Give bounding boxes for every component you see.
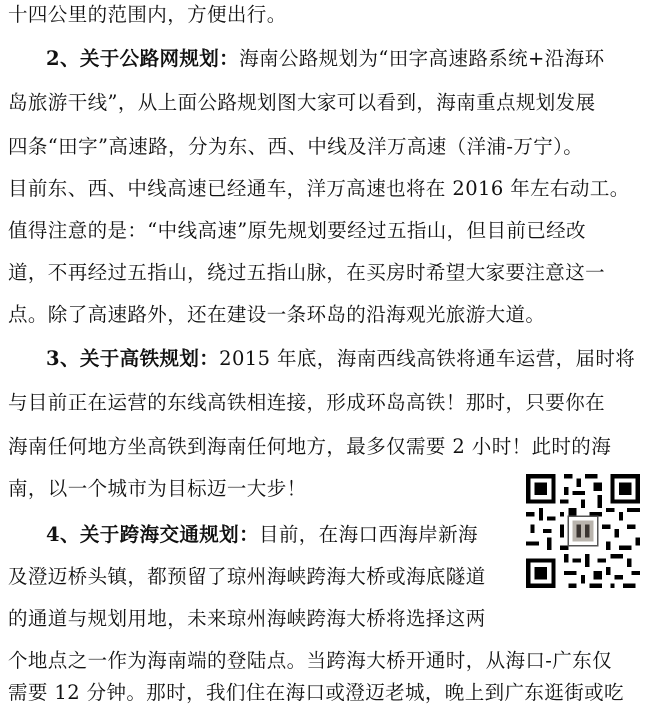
section-3-text: 2015 年底，海南西线高铁将通车运营，届时将 (219, 347, 636, 370)
section-2-heading: 2、关于公路网规划： (46, 47, 240, 70)
text-line: 个地点之一作为海南端的登陆点。当跨海大桥开通时，从海口-广东仅 (8, 649, 612, 672)
section-4-heading: 4、关于跨海交通规划： (46, 523, 259, 546)
text-line: 四条“田字”高速路，分为东、西、中线及洋万高速（洋浦-万宁）。 (8, 135, 584, 158)
section-4-text: 目前，在海口西海岸新海 (258, 523, 478, 546)
section-2-line (46, 46, 605, 72)
text-line: 需要 12 分钟。那时，我们住在海口或澄迈老城，晚上到广东逛街或吃 (8, 681, 624, 704)
qr-code-image (522, 470, 644, 592)
text-line: 点。除了高速路外，还在建设一条环岛的沿海观光旅游大道。 (8, 303, 546, 326)
text-line: 的通道与规划用地，未来琼州海峡跨海大桥将选择这两 (8, 607, 486, 630)
text-line: 岛旅游干线”，从上面公路规划图大家可以看到，海南重点规划发展 (8, 91, 596, 114)
text-line: 海南任何地方坐高铁到海南任何地方，最多仅需要 2 小时！此时的海 (8, 435, 612, 458)
text-line: 与目前正在运营的东线高铁相连接，形成环岛高铁！那时，只要你在 (8, 391, 606, 414)
text-line: 及澄迈桥头镇，都预留了琼州海峡跨海大桥或海底隧道 (8, 565, 486, 588)
text-line: 目前东、西、中线高速已经通车，洋万高速也将在 2016 年左右动工。 (8, 177, 630, 200)
section-2-text: 海南公路规划为“田字高速路系统+沿海环 (239, 47, 605, 70)
section-4-line (46, 522, 478, 548)
section-3-line (46, 346, 635, 372)
text-line: 道，不再经过五指山，绕过五指山脉，在买房时希望大家要注意这一 (8, 261, 606, 284)
text-line: 值得注意的是：“中线高速”原先规划要经过五指山，但目前已经改 (8, 219, 586, 242)
section-3-heading: 3、关于高铁规划： (46, 347, 220, 370)
text-line: 十四公里的范围内，方便出行。 (8, 3, 287, 26)
text-line: 南，以一个城市为目标迈一大步！ (8, 477, 307, 500)
